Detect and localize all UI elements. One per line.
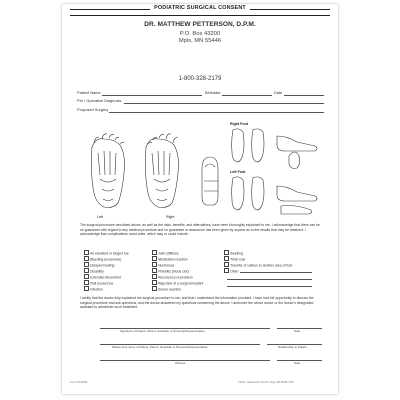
relationship-caption: Relationship to Patient — [278, 345, 307, 349]
date-label: Date — [274, 90, 283, 95]
complication-option[interactable]: Disability — [84, 268, 104, 273]
signature-date-caption: Date — [294, 329, 301, 333]
witness-date-caption: Date — [294, 361, 301, 365]
form-number: Form FPCNS4S — [70, 381, 88, 384]
other-line[interactable] — [240, 272, 312, 273]
complication-option[interactable]: Other — [224, 268, 239, 273]
complication-option[interactable]: Transfer of callous to another area of foot — [224, 262, 292, 267]
witness-caption: Witness — [175, 361, 186, 365]
toe-diagram — [202, 157, 218, 205]
checkbox[interactable] — [152, 250, 157, 255]
other-line-3[interactable] — [227, 286, 312, 287]
checkbox[interactable] — [152, 274, 157, 279]
surgery-line[interactable] — [109, 112, 324, 113]
complication-option[interactable]: Medication reaction — [152, 256, 188, 261]
diagnosis-label: Pre / Operative Diagnosis — [77, 98, 122, 103]
date-line[interactable] — [284, 95, 324, 96]
complication-option[interactable]: Rejection of a surgical implant — [152, 280, 203, 285]
diagnosis-line[interactable] — [124, 103, 324, 104]
checkbox[interactable] — [152, 268, 157, 273]
complication-option[interactable]: Recurrence of problem — [152, 274, 193, 279]
address-line-1: P.O. Box 43200 — [179, 31, 221, 37]
complication-option[interactable]: Swelling — [224, 250, 243, 255]
checkbox[interactable] — [84, 268, 89, 273]
checkbox[interactable] — [84, 274, 89, 279]
complication-option[interactable]: Joint stiffness — [152, 250, 179, 255]
consent-paragraph: The surgical procedure described above, as well as the risks, benefits, and alternatives, have been thoroughly explained to me. I acknowledge that there can be no guarantee with regard to any medical procedure and no guarantee or assurance has been given by anyone as to the results that may be obtained. I acknowledge that complications could arise, which may or could include: — [80, 223, 320, 237]
complication-option[interactable]: Thick scar — [224, 256, 246, 261]
complication-option[interactable]: Extended discomfort — [84, 274, 121, 279]
checkbox[interactable] — [84, 256, 89, 261]
doctor-name: DR. MATTHEW PETTERSON, D.P.M. — [144, 21, 256, 28]
foot-bone-diagram — [84, 129, 244, 219]
consent-form — [62, 4, 338, 394]
checkbox[interactable] — [224, 262, 229, 267]
checkbox[interactable] — [224, 268, 229, 273]
checkbox[interactable] — [152, 280, 157, 285]
left-foot-bones — [91, 134, 124, 208]
complication-option[interactable]: Phlebitis (blood clot) — [152, 268, 189, 273]
complication-option[interactable]: An elevated or longed toe — [84, 250, 129, 255]
phone-number: 1-800-328-2179 — [178, 76, 222, 82]
patient-name-line[interactable] — [102, 95, 202, 96]
birthdate-label: Birthdate — [205, 90, 221, 95]
other-line-2[interactable] — [227, 279, 312, 280]
surgery-label: Proposed Surgery — [77, 107, 109, 112]
left-foot-label: Left Foot — [230, 170, 246, 174]
right-foot-label: Right Foot — [230, 122, 248, 126]
checkbox[interactable] — [152, 286, 157, 291]
left-foot-views — [232, 177, 317, 214]
checkbox[interactable] — [224, 256, 229, 261]
checkbox[interactable] — [152, 262, 157, 267]
complication-option[interactable]: Delayed healing — [84, 262, 114, 267]
checkbox[interactable] — [84, 250, 89, 255]
right-label: Right — [166, 215, 175, 219]
checkbox[interactable] — [152, 256, 157, 261]
complication-option[interactable]: Suture reaction — [152, 286, 181, 291]
patient-name-label: Patient Name — [77, 90, 101, 95]
complication-option[interactable]: Bleeding (excessive) — [84, 256, 121, 261]
birthdate-line[interactable] — [222, 95, 272, 96]
right-foot-views — [232, 129, 317, 169]
copyright: ©2015 - Medical Arts Press®, Mpls, MN 55446-3700 — [238, 381, 294, 384]
checkbox[interactable] — [224, 250, 229, 255]
certification-paragraph: I certify that the doctor fully explained the surgical procedure to me, and that I understand the information provided. I have had full opportunity to discuss the surgical procedure and ask questions, and the doctor answered my questions concerning the above. I authorize the above doctor or the doctor's designated assistant to administer such treatment. — [80, 296, 314, 310]
address-line-2: Mpls, MN 55446 — [178, 38, 222, 44]
checkbox[interactable] — [84, 280, 89, 285]
right-foot-bones — [145, 134, 178, 208]
form-title: PODIATRIC SURGICAL CONSENT — [62, 5, 338, 11]
checkbox[interactable] — [84, 286, 89, 291]
complication-option[interactable]: Flail (loose) toe — [84, 280, 113, 285]
checkbox[interactable] — [84, 262, 89, 267]
complication-option[interactable]: Infection — [84, 286, 103, 291]
complication-option[interactable]: Numbness — [152, 262, 174, 267]
signature-caption: Signature of Patient, Parent, Guardian or Personal Representative — [120, 329, 205, 333]
foot-views-diagram — [227, 126, 327, 218]
print-name-caption: Please print name of Patient, Parent, Guardian or Personal Representative — [112, 345, 208, 349]
left-label: Left — [97, 215, 103, 219]
